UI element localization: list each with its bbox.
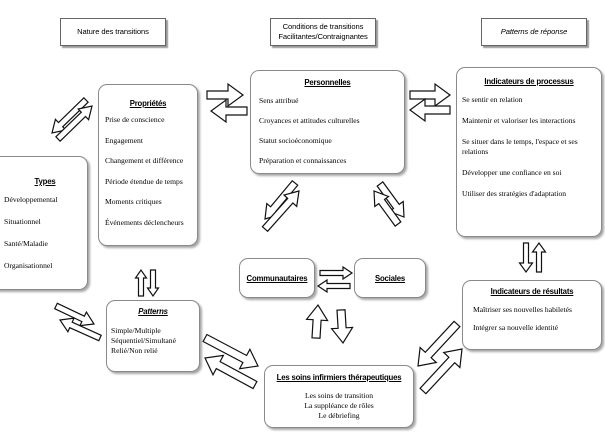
arrow-communautaires-to-sociales [320,267,352,279]
types-item: Développemental [4,195,58,204]
arrow-soins-to-communautaires [307,305,328,338]
arrow-communautaires-to-soins [332,310,353,343]
personnelles-item: Préparation et connaissances [259,156,347,165]
types-item: Situationnel [4,217,41,226]
resultats-list [473,305,601,333]
header-conditions-title: Conditions de transitions [282,22,364,31]
soins-item: La suppléance de rôles [304,401,374,410]
arrow-resultats-to-processus [533,243,546,272]
proprietes-item: Engagement [105,135,143,145]
processus-list [462,95,595,199]
indicateurs-processus-box [456,67,602,237]
arrow-sociales-to-communautaires [318,280,350,292]
indicateurs-resultats-box [462,280,602,350]
types-item: Santé/Maladie [4,239,48,248]
soins-title: Les soins infirmiers thérapeutiques [276,373,402,382]
processus-item: Maintenir et valoriser les interactions [462,116,576,125]
header-conditions-subtitle: Facilitantes/Contraignantes [278,32,368,41]
personnelles-item: Croyances et attitudes culturelles [259,116,360,125]
arrow-patterns-to-proprietes [136,270,147,296]
proprietes-item: Événements déclencheurs [105,217,184,227]
arrow-processus-to-resultats [520,243,533,272]
sociales-title: Sociales [374,273,406,283]
personnelles-item: Statut socioéconomique [259,136,332,145]
arrow-personnelles-to-processus [410,84,450,106]
processus-item: Se situer dans le temps, l'espace et ses relations [462,137,578,156]
proprietes-title: Propriétés [129,99,167,108]
personnelles-title: Personnelles [304,78,351,87]
resultats-item: Maîtriser ses nouvelles habiletés [473,305,572,314]
soins-list [265,391,413,421]
resultats-item: Intégrer sa nouvelle identité [473,323,558,332]
types-item: Organisationnel [4,261,53,270]
processus-item: Se sentir en relation [462,95,523,104]
arrow-types-to-patterns [55,303,94,325]
personnelles-box [250,70,405,174]
proprietes-box [98,84,198,246]
patterns-list [111,326,199,356]
resultats-title: Indicateurs de résultats [490,287,574,296]
processus-item: Développer une confiance en soi [462,168,562,177]
soins-item: Les soins de transition [304,391,374,400]
soins-item: Le débriefing [318,411,360,420]
proprietes-item: Prise de conscience [105,115,165,124]
patterns-box [106,300,200,372]
soins-infirmiers-box [264,365,414,428]
patterns-item: Relié/Non relié [111,346,158,355]
arrow-proprietes-to-patterns [148,270,159,296]
proprietes-item: Changement et différence [105,156,184,165]
types-title: Types [34,177,56,186]
proprietes-item: Moments critiques [105,197,162,206]
patterns-title: Patterns [138,307,168,316]
header-patterns-label: Patterns de réponse [500,27,568,36]
communautaires-box [239,258,315,298]
header-patterns-de-reponse [481,18,587,46]
personnelles-list [259,96,404,166]
patterns-item: Séquentiel/Simultané [111,336,176,345]
personnelles-item: Sens attribué [259,96,299,105]
types-list [4,195,87,271]
patterns-item: Simple/Multiple [111,326,161,335]
arrow-processus-to-personnelles [410,99,450,121]
types-box [0,156,88,290]
proprietes-item: Période étendue de temps [105,176,183,186]
proprietes-list [105,115,197,228]
sociales-box [354,258,426,298]
header-conditions-de-transitions [270,18,376,46]
communautaires-title: Communautaires [246,273,308,283]
header-nature-label: Nature des transitions [77,27,149,36]
processus-item: Utiliser des stratégies d'adaptation [462,189,567,198]
processus-title: Indicateurs de processus [484,77,574,86]
header-nature-des-transitions [60,18,166,46]
